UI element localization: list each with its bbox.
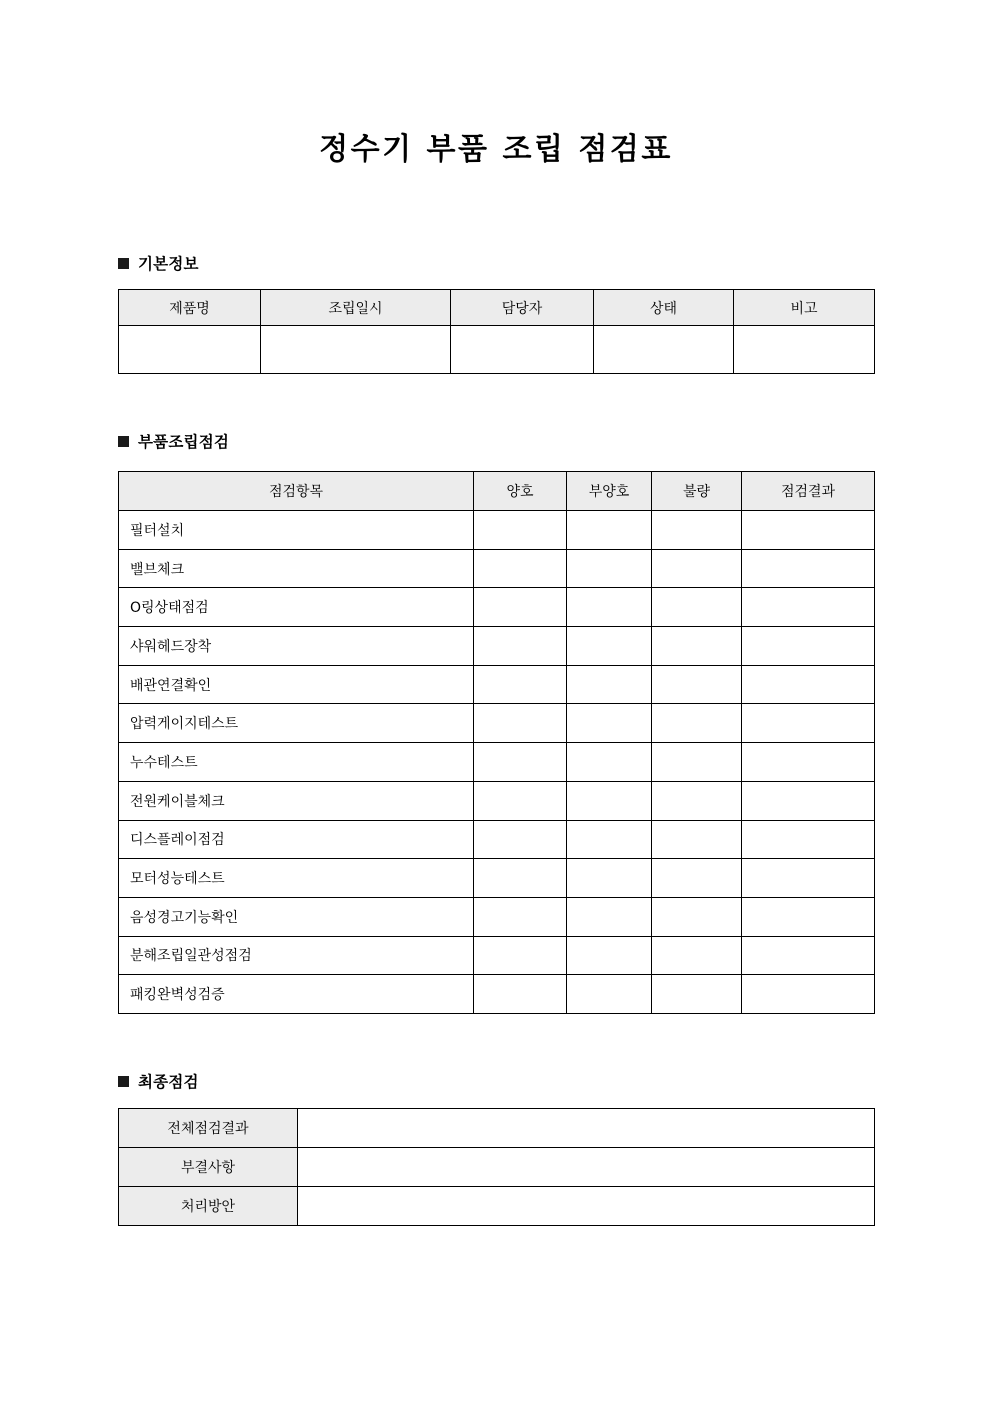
label-overall-result: 전체점검결과: [119, 1109, 298, 1148]
square-bullet-icon: [118, 436, 129, 447]
section-heading-final-check: [118, 1070, 199, 1092]
table-row: [119, 627, 875, 666]
cell-partially-good[interactable]: [567, 820, 652, 859]
cell-defective[interactable]: [652, 897, 742, 936]
cell-defective[interactable]: [652, 511, 742, 550]
cell-partially-good[interactable]: [567, 975, 652, 1014]
cell-inspection-item: 누수테스트: [119, 743, 474, 782]
cell-partially-good[interactable]: [567, 781, 652, 820]
cell-good[interactable]: [474, 627, 567, 666]
cell-good[interactable]: [474, 549, 567, 588]
column-header-partially-good: 부양호: [567, 472, 652, 511]
section-heading-basic-info-label: 기본정보: [138, 255, 199, 273]
cell-inspection-result[interactable]: [742, 743, 875, 782]
cell-inspection-item: 필터설치: [119, 511, 474, 550]
table-row: [119, 511, 875, 550]
cell-partially-good[interactable]: [567, 627, 652, 666]
cell-partially-good[interactable]: [567, 588, 652, 627]
column-header-status: 상태: [594, 290, 734, 326]
cell-inspection-result[interactable]: [742, 781, 875, 820]
cell-inspection-item: 패킹완벽성검증: [119, 975, 474, 1014]
square-bullet-icon: [118, 258, 129, 269]
table-row: [119, 936, 875, 975]
value-corrective-action[interactable]: [298, 1187, 875, 1226]
final-check-table: [118, 1108, 875, 1226]
cell-defective[interactable]: [652, 781, 742, 820]
cell-defective[interactable]: [652, 627, 742, 666]
cell-defective[interactable]: [652, 704, 742, 743]
cell-good[interactable]: [474, 743, 567, 782]
cell-good[interactable]: [474, 511, 567, 550]
cell-inspection-result[interactable]: [742, 859, 875, 898]
table-row: [119, 820, 875, 859]
cell-inspection-item: 모터성능테스트: [119, 859, 474, 898]
cell-defective[interactable]: [652, 549, 742, 588]
cell-partially-good[interactable]: [567, 859, 652, 898]
square-bullet-icon: [118, 1076, 129, 1087]
label-rejection-items: 부결사항: [119, 1148, 298, 1187]
page-title: 정수기 부품 조립 점검표: [319, 132, 673, 167]
table-row: [119, 859, 875, 898]
cell-partially-good[interactable]: [567, 936, 652, 975]
cell-inspection-item: 디스플레이점검: [119, 820, 474, 859]
cell-product-name[interactable]: [119, 326, 261, 374]
column-header-assembly-date: 조립일시: [261, 290, 451, 326]
value-overall-result[interactable]: [298, 1109, 875, 1148]
cell-inspection-result[interactable]: [742, 897, 875, 936]
cell-inspection-item: 압력게이지테스트: [119, 704, 474, 743]
cell-defective[interactable]: [652, 588, 742, 627]
table-row: [119, 1148, 875, 1187]
label-corrective-action: 처리방안: [119, 1187, 298, 1226]
cell-good[interactable]: [474, 820, 567, 859]
cell-inspection-item: 음성경고기능확인: [119, 897, 474, 936]
cell-defective[interactable]: [652, 665, 742, 704]
cell-defective[interactable]: [652, 859, 742, 898]
table-row: [119, 1187, 875, 1226]
table-row: [119, 897, 875, 936]
cell-inspection-item: 샤워헤드장착: [119, 627, 474, 666]
cell-partially-good[interactable]: [567, 743, 652, 782]
column-header-inspection-item: 점검항목: [119, 472, 474, 511]
value-rejection-items[interactable]: [298, 1148, 875, 1187]
table-row: [119, 975, 875, 1014]
column-header-manager: 담당자: [451, 290, 594, 326]
cell-good[interactable]: [474, 936, 567, 975]
cell-defective[interactable]: [652, 820, 742, 859]
column-header-remarks: 비고: [734, 290, 875, 326]
cell-partially-good[interactable]: [567, 549, 652, 588]
section-heading-final-check-label: 최종점검: [138, 1073, 199, 1091]
cell-good[interactable]: [474, 859, 567, 898]
section-heading-parts-inspection: [118, 430, 229, 452]
cell-defective[interactable]: [652, 743, 742, 782]
cell-good[interactable]: [474, 588, 567, 627]
cell-partially-good[interactable]: [567, 511, 652, 550]
cell-inspection-result[interactable]: [742, 975, 875, 1014]
cell-partially-good[interactable]: [567, 897, 652, 936]
cell-inspection-result[interactable]: [742, 549, 875, 588]
table-row: [119, 1109, 875, 1148]
cell-inspection-result[interactable]: [742, 936, 875, 975]
column-header-good: 양호: [474, 472, 567, 511]
table-row: [119, 781, 875, 820]
cell-inspection-item: 분해조립일관성점검: [119, 936, 474, 975]
cell-good[interactable]: [474, 781, 567, 820]
cell-good[interactable]: [474, 704, 567, 743]
section-heading-parts-inspection-label: 부품조립점검: [138, 433, 230, 451]
table-row: [119, 588, 875, 627]
cell-inspection-result[interactable]: [742, 511, 875, 550]
cell-inspection-result[interactable]: [742, 588, 875, 627]
cell-status[interactable]: [594, 326, 734, 374]
section-heading-basic-info: [118, 252, 199, 274]
cell-defective[interactable]: [652, 936, 742, 975]
basic-info-table: [118, 289, 875, 374]
table-row: [119, 665, 875, 704]
cell-defective[interactable]: [652, 975, 742, 1014]
cell-assembly-date[interactable]: [261, 326, 451, 374]
table-row: [119, 326, 875, 374]
cell-inspection-result[interactable]: [742, 704, 875, 743]
parts-inspection-table: [118, 471, 875, 1014]
cell-manager[interactable]: [451, 326, 594, 374]
column-header-product-name: 제품명: [119, 290, 261, 326]
cell-inspection-item: O링상태점검: [119, 588, 474, 627]
table-row: [119, 549, 875, 588]
cell-inspection-item: 전원케이블체크: [119, 781, 474, 820]
column-header-inspection-result: 점검결과: [742, 472, 875, 511]
column-header-defective: 불량: [652, 472, 742, 511]
table-header-row: [119, 290, 875, 326]
cell-inspection-item: 밸브체크: [119, 549, 474, 588]
cell-inspection-result[interactable]: [742, 820, 875, 859]
cell-inspection-result[interactable]: [742, 627, 875, 666]
table-row: [119, 743, 875, 782]
table-header-row: [119, 472, 875, 511]
cell-good[interactable]: [474, 665, 567, 704]
cell-inspection-item: 배관연결확인: [119, 665, 474, 704]
cell-remarks[interactable]: [734, 326, 875, 374]
cell-good[interactable]: [474, 975, 567, 1014]
table-row: [119, 704, 875, 743]
cell-inspection-result[interactable]: [742, 665, 875, 704]
cell-good[interactable]: [474, 897, 567, 936]
cell-partially-good[interactable]: [567, 704, 652, 743]
cell-partially-good[interactable]: [567, 665, 652, 704]
